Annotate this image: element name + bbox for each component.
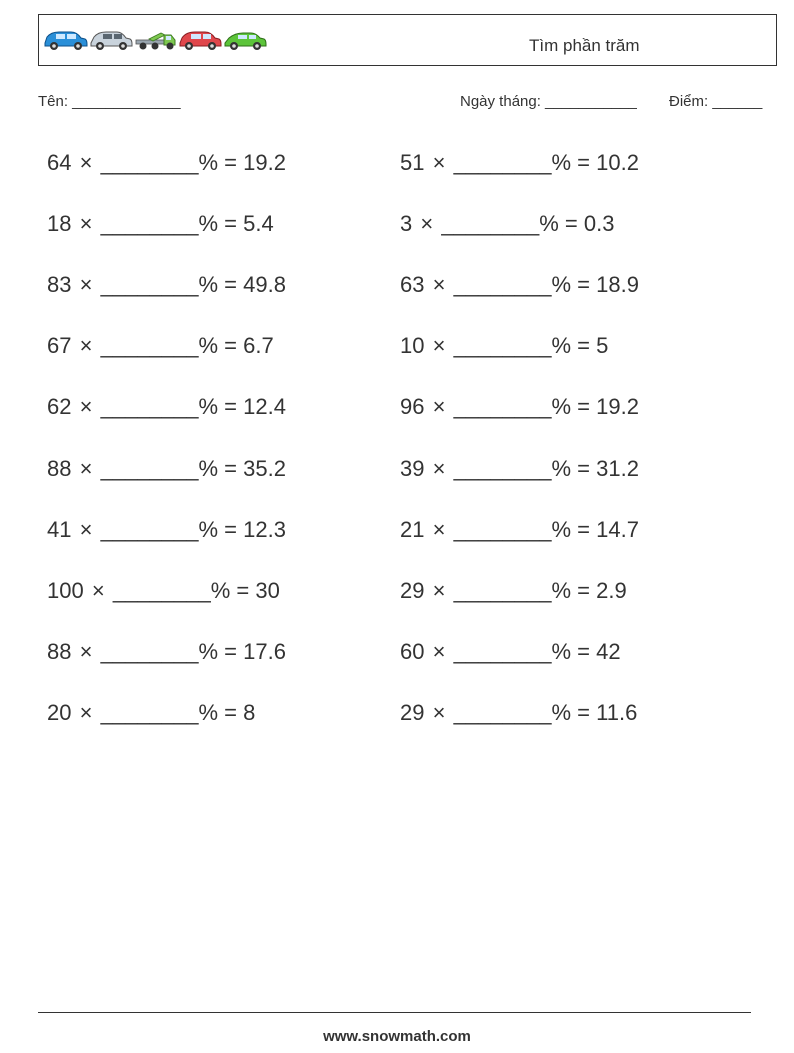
times-sign: ×: [79, 272, 93, 298]
answer-blank[interactable]: ________: [453, 516, 552, 542]
answer-blank[interactable]: ________: [100, 638, 199, 664]
problem-item: [47, 333, 274, 359]
problem-result: 6.7: [243, 333, 274, 359]
problem-result: 0.3: [583, 211, 615, 237]
times-sign: ×: [432, 272, 446, 298]
percent-equals: % =: [198, 699, 244, 725]
flatbed-truck-icon: [136, 33, 175, 50]
problem-operand: 60: [400, 638, 425, 664]
times-sign: ×: [79, 211, 93, 237]
times-sign: ×: [420, 211, 434, 237]
worksheet-title: Tìm phần trăm: [529, 36, 640, 55]
answer-blank[interactable]: ________: [441, 211, 540, 237]
answer-blank[interactable]: ________: [453, 150, 552, 175]
problem-result: 10.2: [596, 150, 639, 175]
problem-item: [400, 517, 639, 543]
problem-operand: 51: [400, 150, 425, 175]
percent-equals: % =: [198, 455, 244, 481]
problem-item: [400, 211, 614, 237]
times-sign: ×: [91, 577, 105, 603]
percent-equals: % =: [210, 577, 256, 603]
problem-operand: 63: [400, 272, 425, 298]
answer-blank[interactable]: ________: [100, 516, 199, 542]
times-sign: ×: [432, 333, 446, 359]
problem-operand: 62: [47, 394, 72, 420]
answer-blank[interactable]: ________: [100, 272, 199, 298]
answer-blank[interactable]: ________: [112, 577, 211, 603]
times-sign: ×: [79, 455, 93, 481]
problem-item: [400, 456, 639, 482]
times-sign: ×: [432, 577, 446, 603]
blue-car-icon: [45, 32, 87, 50]
percent-equals: % =: [551, 638, 597, 664]
problem-operand: 29: [400, 577, 425, 603]
problem-item: [47, 517, 286, 543]
problem-item: [400, 700, 637, 726]
problem-operand: 10: [400, 333, 425, 359]
problem-operand: 29: [400, 699, 425, 725]
times-sign: ×: [432, 638, 446, 664]
times-sign: ×: [79, 394, 93, 420]
answer-blank[interactable]: ________: [453, 333, 552, 359]
green-car-icon: [225, 33, 266, 50]
percent-equals: % =: [539, 211, 584, 237]
problem-operand: 88: [47, 455, 72, 481]
times-sign: ×: [79, 150, 93, 175]
percent-equals: % =: [551, 272, 597, 298]
answer-blank[interactable]: ________: [100, 394, 199, 420]
problem-operand: 20: [47, 699, 72, 725]
times-sign: ×: [432, 150, 446, 175]
answer-blank[interactable]: ________: [453, 638, 552, 664]
problem-result: 42: [596, 638, 621, 664]
problem-operand: 21: [400, 516, 425, 542]
problem-operand: 3: [400, 211, 413, 237]
times-sign: ×: [432, 394, 446, 420]
problem-item: [47, 456, 286, 482]
times-sign: ×: [432, 516, 446, 542]
problem-item: [47, 700, 255, 726]
problem-result: 30: [255, 577, 280, 603]
answer-blank[interactable]: ________: [453, 272, 552, 298]
problem-operand: 67: [47, 333, 72, 359]
date-field[interactable]: Ngày tháng: ___________: [460, 93, 637, 110]
problem-item: [47, 150, 286, 176]
percent-equals: % =: [198, 394, 244, 420]
problem-result: 35.2: [243, 455, 286, 481]
percent-equals: % =: [551, 516, 597, 542]
problem-result: 14.7: [596, 516, 639, 542]
problem-result: 17.6: [243, 638, 286, 664]
name-field[interactable]: Tên: _____________: [38, 93, 181, 110]
silver-car-icon: [91, 32, 132, 50]
problem-item: [47, 211, 274, 237]
car-logo-strip: [43, 29, 273, 51]
problem-item: [400, 272, 639, 298]
answer-blank[interactable]: ________: [453, 394, 552, 420]
percent-equals: % =: [198, 211, 244, 237]
problem-item: [400, 639, 621, 665]
answer-blank[interactable]: ________: [453, 577, 552, 603]
problem-result: 18.9: [596, 272, 639, 298]
problem-result: 5.4: [243, 211, 274, 237]
score-field[interactable]: Điểm: ______: [669, 93, 763, 110]
percent-equals: % =: [198, 272, 244, 298]
problem-item: [400, 150, 639, 176]
red-car-icon: [180, 32, 221, 50]
problem-item: [47, 272, 286, 298]
percent-equals: % =: [551, 150, 597, 175]
problem-operand: 18: [47, 211, 72, 237]
answer-blank[interactable]: ________: [100, 699, 199, 725]
problem-result: 19.2: [596, 394, 639, 420]
problem-result: 49.8: [243, 272, 286, 298]
problem-item: [400, 333, 608, 359]
problem-result: 5: [596, 333, 609, 359]
times-sign: ×: [79, 516, 93, 542]
problem-operand: 83: [47, 272, 72, 298]
problem-operand: 96: [400, 394, 425, 420]
times-sign: ×: [79, 699, 93, 725]
times-sign: ×: [79, 638, 93, 664]
problem-result: 2.9: [596, 577, 627, 603]
problem-item: [47, 578, 280, 604]
footer-divider: [38, 1012, 751, 1013]
answer-blank[interactable]: ________: [100, 211, 199, 237]
percent-equals: % =: [551, 333, 597, 359]
problem-result: 8: [243, 699, 256, 725]
problem-item: [47, 639, 286, 665]
percent-equals: % =: [551, 455, 597, 481]
problem-result: 31.2: [596, 455, 639, 481]
problem-operand: 39: [400, 455, 425, 481]
problem-result: 11.6: [596, 699, 638, 725]
answer-blank[interactable]: ________: [453, 455, 552, 481]
answer-blank[interactable]: ________: [100, 150, 199, 175]
problem-item: [400, 394, 639, 420]
percent-equals: % =: [551, 699, 597, 725]
footer-url: www.snowmath.com: [323, 1028, 471, 1045]
times-sign: ×: [432, 699, 446, 725]
percent-equals: % =: [551, 577, 597, 603]
percent-equals: % =: [198, 638, 244, 664]
answer-blank[interactable]: ________: [100, 333, 199, 359]
percent-equals: % =: [198, 516, 244, 542]
times-sign: ×: [79, 333, 93, 359]
problem-item: [47, 394, 286, 420]
problem-operand: 41: [47, 516, 72, 542]
answer-blank[interactable]: ________: [100, 455, 199, 481]
problem-operand: 100: [47, 577, 84, 603]
percent-equals: % =: [198, 150, 244, 175]
percent-equals: % =: [551, 394, 597, 420]
problem-item: [400, 578, 627, 604]
problem-result: 19.2: [243, 150, 286, 175]
problem-operand: 88: [47, 638, 72, 664]
percent-equals: % =: [198, 333, 244, 359]
answer-blank[interactable]: ________: [453, 699, 552, 725]
header-box: [38, 14, 777, 66]
problem-operand: 64: [47, 150, 72, 175]
problem-result: 12.4: [243, 394, 286, 420]
times-sign: ×: [432, 455, 446, 481]
problem-result: 12.3: [243, 516, 286, 542]
